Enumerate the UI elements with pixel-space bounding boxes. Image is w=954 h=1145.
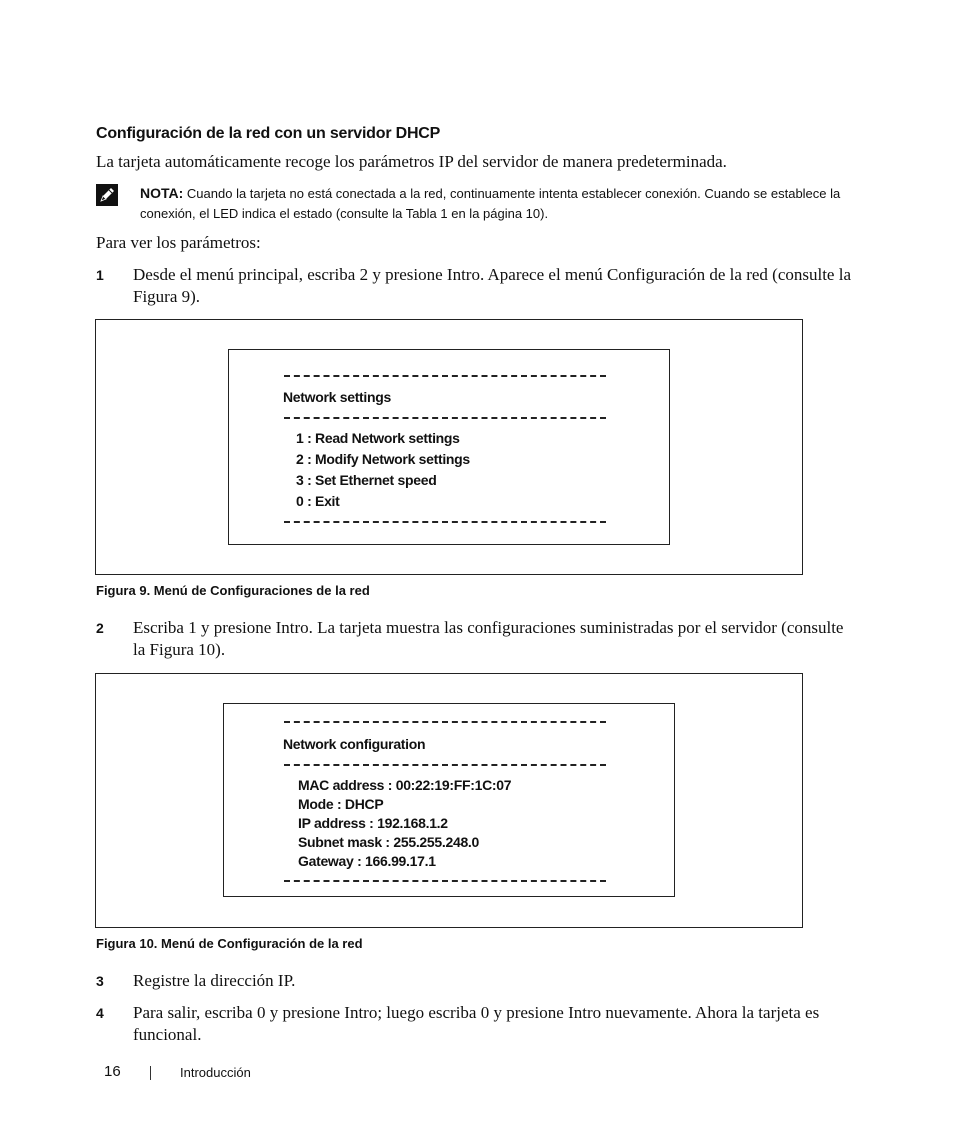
footer-separator xyxy=(150,1066,151,1080)
footer-section-label: Introducción xyxy=(180,1065,251,1080)
page-number: 16 xyxy=(104,1063,121,1080)
step-text-part: Desde el menú principal, escriba xyxy=(133,265,360,284)
section-heading: Configuración de la red con un servidor DHCP xyxy=(96,125,441,142)
step-key: Intro xyxy=(568,1003,602,1022)
console-title: Network settings xyxy=(283,389,391,405)
step-text xyxy=(133,1002,853,1046)
figure-caption: Figura 10. Menú de Configuración de la red xyxy=(96,936,363,951)
divider xyxy=(284,417,606,419)
step-key: Intro xyxy=(275,618,309,637)
config-line: IP address : 192.168.1.2 xyxy=(298,815,448,831)
step-text-part: Para salir, escriba xyxy=(133,1003,257,1022)
step-text-part: y presione xyxy=(265,1003,345,1022)
note-text: Cuando la tarjeta no está conectada a la red, continuamente intenta establecer conexión. Cuando se establece la conexión, el LED indica el estado (consulte la Tabla 1 en la página 10). xyxy=(140,186,841,221)
figure-caption: Figura 9. Menú de Configuraciones de la red xyxy=(96,583,370,598)
divider xyxy=(284,880,606,882)
view-params-text: Para ver los parámetros: xyxy=(96,233,261,252)
step-key: 0 xyxy=(256,1003,266,1022)
menu-item: 0 : Exit xyxy=(296,493,340,509)
step-number: 3 xyxy=(96,973,104,989)
step-text-part: . Aparece el menú Configuración de la red (consulte la Figura 9). xyxy=(133,265,851,306)
step-text: Registre la dirección IP. xyxy=(133,971,296,990)
step-number: 2 xyxy=(96,620,104,636)
step-text-part: y presione xyxy=(489,1003,569,1022)
step-text-part: y presione xyxy=(196,618,276,637)
step-number: 1 xyxy=(96,267,104,283)
divider xyxy=(284,521,606,523)
figure-9-console xyxy=(228,349,670,545)
step-key: 1 xyxy=(188,618,197,637)
console-title: Network configuration xyxy=(283,736,426,752)
step-key: 2 xyxy=(359,265,369,284)
config-line: Gateway : 166.99.17.1 xyxy=(298,853,436,869)
step-text-part: . La tarjeta muestra las configuraciones suministradas por el servidor (consulte la Figura 10). xyxy=(133,618,844,659)
step-text-part: y presione xyxy=(368,265,447,284)
menu-item: 2 : Modify Network settings xyxy=(296,451,470,467)
menu-item: 3 : Set Ethernet speed xyxy=(296,472,437,488)
intro-paragraph: La tarjeta automáticamente recoge los parámetros IP del servidor de manera predeterminada. xyxy=(96,152,727,171)
step-key: Intro xyxy=(344,1003,378,1022)
note-block xyxy=(140,183,860,224)
figure-10-console xyxy=(223,703,675,897)
divider xyxy=(284,721,606,723)
step-text-part: nuevamente. Ahora la tarjeta es funcional. xyxy=(133,1003,820,1044)
menu-item: 1 : Read Network settings xyxy=(296,430,460,446)
config-line: Mode : DHCP xyxy=(298,796,384,812)
note-label: NOTA: xyxy=(140,185,184,201)
step-text xyxy=(133,264,853,308)
step-key: 0 xyxy=(480,1003,490,1022)
step-number: 4 xyxy=(96,1005,104,1021)
step-key: Intro xyxy=(446,265,480,284)
step-text-part: Escriba xyxy=(133,618,189,637)
config-line: Subnet mask : 255.255.248.0 xyxy=(298,834,480,850)
step-text xyxy=(133,617,853,661)
divider xyxy=(284,375,606,377)
config-line: MAC address : 00:22:19:FF:1C:07 xyxy=(298,777,512,793)
pencil-note-icon xyxy=(96,184,118,206)
step-text-part: ; luego escriba xyxy=(377,1003,481,1022)
divider xyxy=(284,764,606,766)
